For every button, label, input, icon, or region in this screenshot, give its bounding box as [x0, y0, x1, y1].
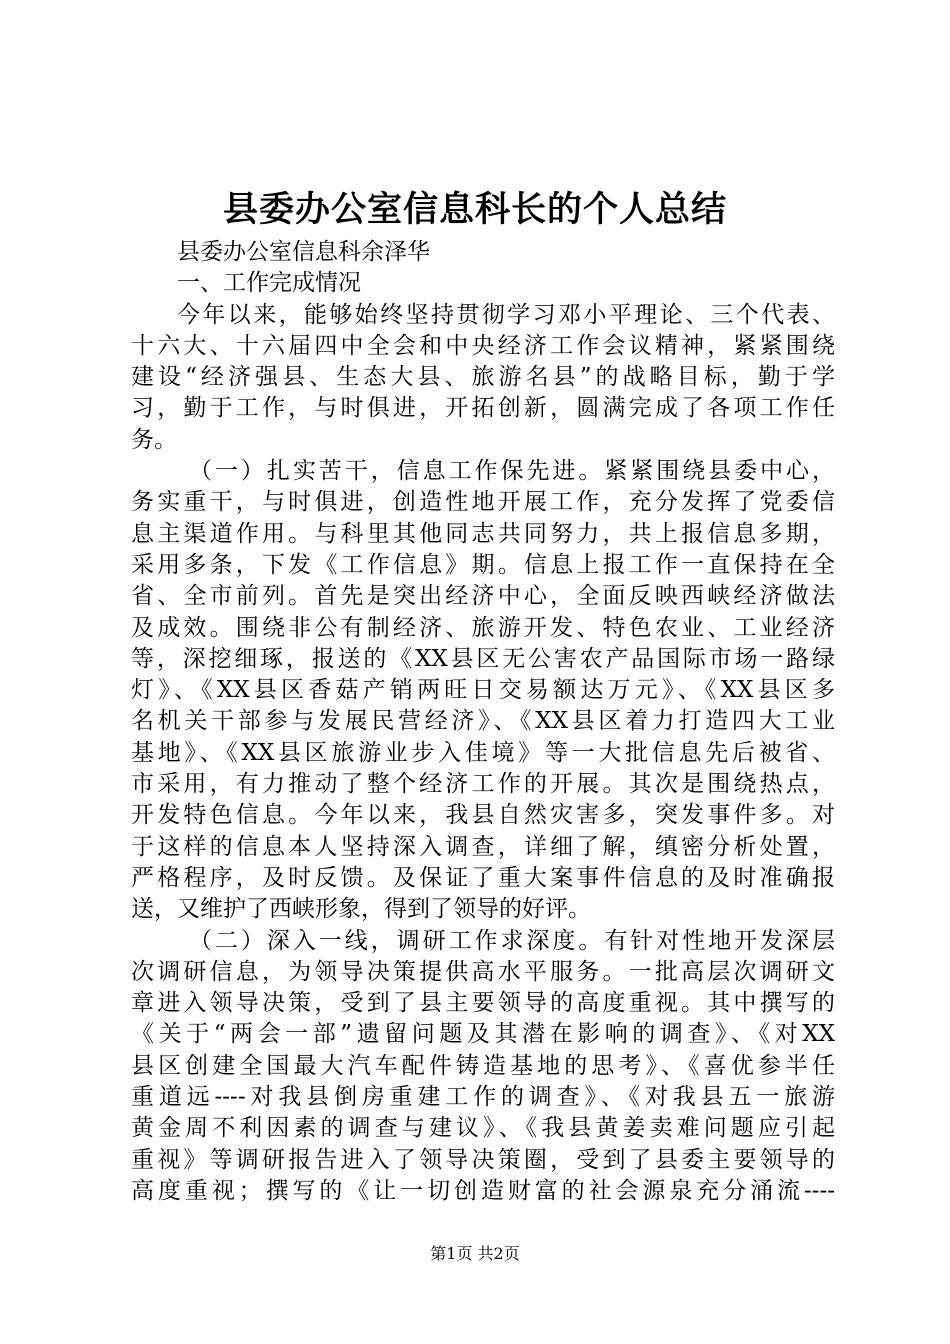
body-line: 建设“经济强县、生态大县、旅游名县”的战略目标，勤于学: [131, 364, 835, 391]
body-line: 送，又维护了西峡形象，得到了领导的好评。: [131, 896, 591, 923]
body-line: 黄金周不利因素的调查与建议》、《我县黄姜卖难问题应引起: [131, 1115, 835, 1142]
body-line: 次调研信息，为领导决策提供高水平服务。一批高层次调研文: [131, 958, 835, 985]
body-line: 重道远----对我县倒房重建工作的调查》、《对我县五一旅游: [131, 1084, 835, 1111]
body-line: 省、全市前列。首先是突出经济中心，全面反映西峡经济做法: [131, 583, 835, 610]
body-line: 高度重视；撰写的《让一切创造财富的社会源泉充分涌流----: [131, 1177, 835, 1204]
body-line: 习，勤于工作，与时俱进，开拓创新，圆满完成了各项工作任: [131, 395, 835, 422]
body-line: 市采用，有力推动了整个经济工作的开展。其次是围绕热点，: [131, 771, 835, 798]
body-line: 今年以来，能够始终坚持贯彻学习邓小平理论、三个代表、: [177, 301, 835, 328]
body-line: 等，深挖细琢，报送的《XX县区无公害农产品国际市场一路绿: [131, 645, 835, 672]
body-line: 及成效。围绕非公有制经济、旅游开发、特色农业、工业经济: [131, 614, 835, 641]
body-line: 重视》等调研报告进入了领导决策圈，受到了县委主要领导的: [131, 1146, 835, 1173]
document-body: [131, 237, 835, 1207]
document-title: 县委办公室信息科长的个人总结: [222, 189, 727, 230]
body-line: 县委办公室信息科余泽华: [177, 239, 430, 265]
body-line: 一、工作完成情况: [177, 270, 361, 297]
body-line: 开发特色信息。今年以来，我县自然灾害多，突发事件多。对: [131, 802, 835, 829]
body-line: （一）扎实苦干，信息工作保先进。紧紧围绕县委中心，: [189, 458, 835, 485]
page-footer: 第1页 共2页: [430, 1244, 520, 1263]
body-line: 务实重干，与时俱进，创造性地开展工作，充分发挥了党委信: [131, 489, 835, 516]
body-line: 章进入领导决策，受到了县主要领导的高度重视。其中撰写的: [131, 990, 835, 1017]
body-line: （二）深入一线，调研工作求深度。有针对性地开发深层: [189, 927, 835, 954]
body-line: 灯》、《XX县区香菇产销两旺日交易额达万元》、《XX县区多: [131, 677, 835, 704]
body-line: 务。: [131, 426, 177, 453]
body-line: 息主渠道作用。与科里其他同志共同努力，共上报信息多期，: [131, 520, 835, 547]
body-line: 《关于“两会一部”遗留问题及其潜在影响的调查》、《对XX: [131, 1021, 835, 1048]
body-line: 名机关干部参与发展民营经济》、《XX县区着力打造四大工业: [131, 708, 835, 735]
body-line: 采用多条，下发《工作信息》期。信息上报工作一直保持在全: [131, 551, 835, 578]
body-line: 基地》、《XX县区旅游业步入佳境》等一大批信息先后被省、: [131, 739, 835, 766]
body-line: 严格程序，及时反馈。及保证了重大案事件信息的及时准确报: [131, 864, 835, 891]
body-line: 县区创建全国最大汽车配件铸造基地的思考》、《喜优参半任: [131, 1052, 835, 1079]
body-line: 十六大、十六届四中全会和中央经济工作会议精神，紧紧围绕: [131, 332, 835, 359]
body-line: 于这样的信息本人坚持深入调查，详细了解，缜密分析处置，: [131, 833, 835, 860]
